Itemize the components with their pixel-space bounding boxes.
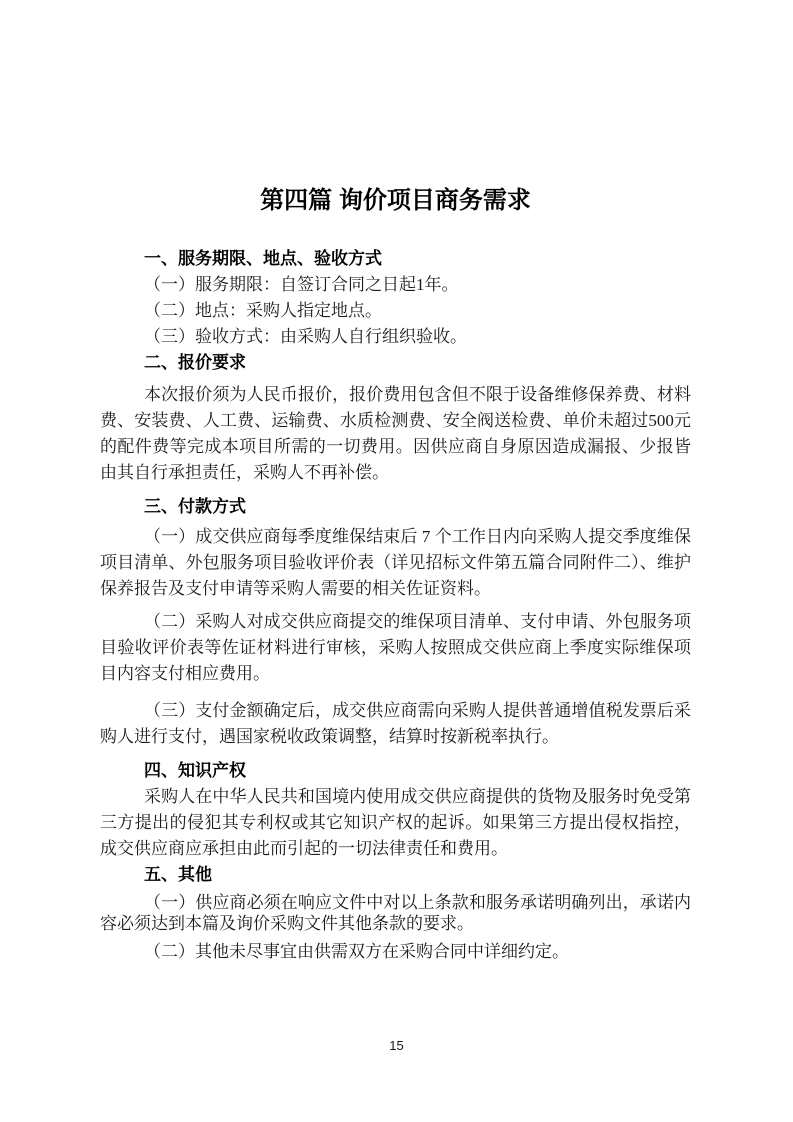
section-heading-service-terms: 一、服务期限、地点、验收方式 — [144, 249, 382, 268]
page-number: 15 — [389, 1038, 404, 1053]
page-title: 第四篇 询价项目商务需求 — [260, 187, 531, 214]
section-heading-intellectual-property: 四、知识产权 — [144, 761, 246, 780]
list-item: （三）验收方式：由采购人自行组织验收。 — [144, 327, 467, 346]
body-paragraph: （二）其他未尽事宜由供需双方在采购合同中详细约定。 — [144, 942, 569, 961]
body-paragraph: 本次报价须为人民币报价，报价费用包含但不限于设备维修保养费、材料费、安装费、人工费、运输费、水质检测费、安全阀送检费、单价未超过500元的配件费等完成本项目所需的一切费用。因供应商自身原因造成漏报、少报皆由其自行承担责任，采购人不再补偿。 — [100, 385, 691, 482]
section-heading-quotation-requirements: 二、报价要求 — [144, 353, 246, 372]
body-paragraph: （二）采购人对成交供应商提交的维保项目清单、支付申请、外包服务项目验收评价表等佐证材料进行审核，采购人按照成交供应商上季度实际维保项目内容支付相应费用。 — [100, 612, 691, 683]
section-heading-payment-method: 三、付款方式 — [144, 497, 246, 516]
list-item: （二）地点：采购人指定地点。 — [144, 301, 382, 320]
body-paragraph: （一）成交供应商每季度维保结束后 7 个工作日内向采购人提交季度维保项目清单、外包服务项目验收评价表（详见招标文件第五篇合同附件二）、维护保养报告及支付申请等采购人需要的相关佐证资料。 — [100, 527, 691, 598]
section-heading-others: 五、其他 — [144, 865, 212, 884]
body-paragraph: （三）支付金额确定后，成交供应商需向采购人提供普通增值税发票后采购人进行支付，遇国家税收政策调整，结算时按新税率执行。 — [100, 701, 691, 746]
page-footer — [0, 1038, 793, 1054]
list-item: （一）服务期限：自签订合同之日起1年。 — [144, 275, 459, 294]
body-paragraph: （一）供应商必须在响应文件中对以上条款和服务承诺明确列出，承诺内容必须达到本篇及询价采购文件其他条款的要求。 — [100, 893, 691, 933]
body-paragraph: 采购人在中华人民共和国境内使用成交供应商提供的货物及服务时免受第三方提出的侵犯其专利权或其它知识产权的起诉。如果第三方提出侵权指控，成交供应商应承担由此而引起的一切法律责任和费用。 — [100, 787, 691, 858]
